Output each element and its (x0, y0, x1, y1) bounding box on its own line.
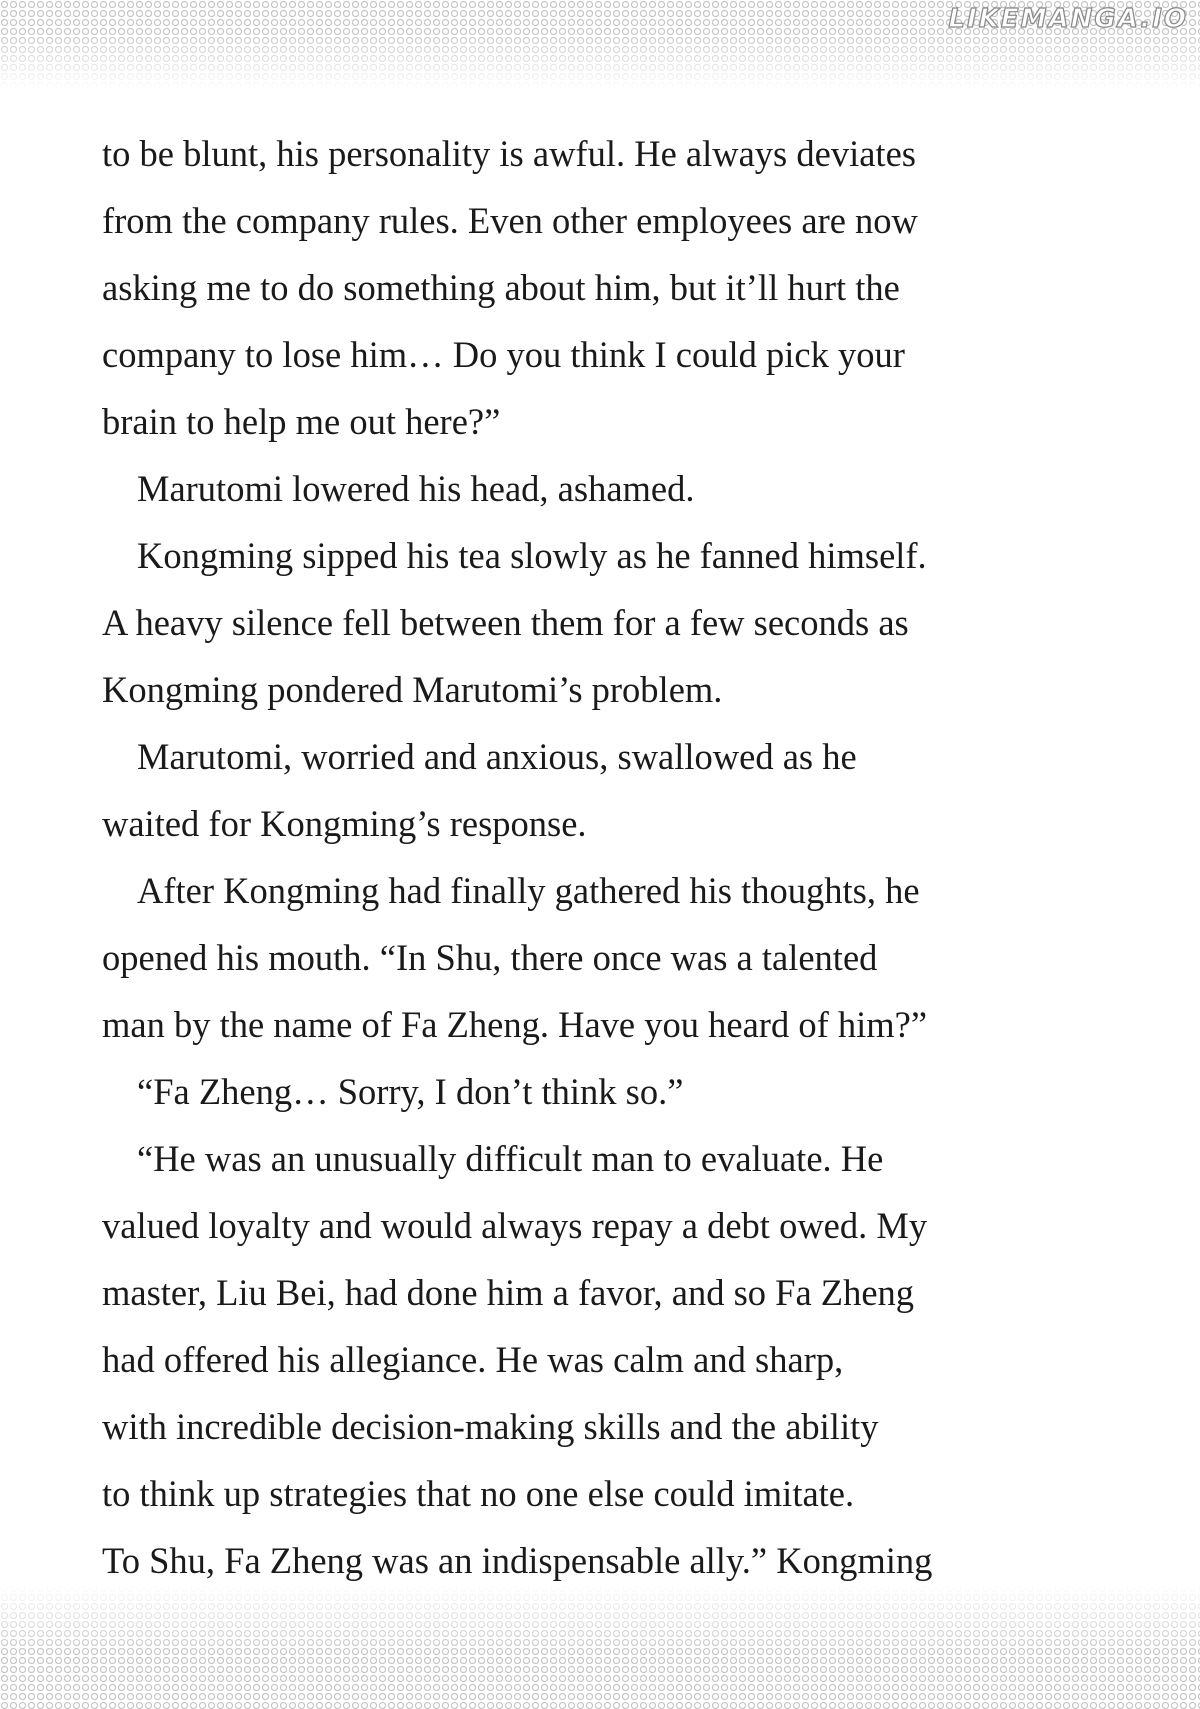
text-line: from the company rules. Even other employees are now (102, 200, 918, 241)
text-line: Kongming sipped his tea slowly as he fanned himself. (137, 535, 927, 576)
bottom-dot-pattern-band (0, 1584, 1200, 1709)
text-line: with incredible decision-making skills and the ability (102, 1406, 879, 1447)
text-line: company to lose him… Do you think I could pick your (102, 334, 905, 375)
text-line: asking me to do something about him, but it’ll hurt the (102, 267, 900, 308)
text-line: To Shu, Fa Zheng was an indispensable ally.” Kongming (102, 1540, 933, 1581)
text-line: master, Liu Bei, had done him a favor, and so Fa Zheng (102, 1272, 915, 1313)
text-line: opened his mouth. “In Shu, there once was a talented (102, 937, 878, 978)
text-line: to be blunt, his personality is awful. He always deviates (102, 133, 916, 174)
text-line: man by the name of Fa Zheng. Have you heard of him?” (102, 1004, 928, 1045)
text-line: “Fa Zheng… Sorry, I don’t think so.” (137, 1071, 684, 1112)
site-watermark: LIKEMANGA.IO (948, 4, 1188, 34)
text-line: brain to help me out here?” (102, 401, 501, 442)
text-line: Marutomi lowered his head, ashamed. (137, 468, 695, 509)
text-line: waited for Kongming’s response. (102, 803, 587, 844)
text-line: Marutomi, worried and anxious, swallowed as he (137, 736, 857, 777)
text-line: to think up strategies that no one else could imitate. (102, 1473, 855, 1514)
text-line: “He was an unusually difficult man to evaluate. He (137, 1138, 884, 1179)
text-line: had offered his allegiance. He was calm and sharp, (102, 1339, 844, 1380)
page-text-block (102, 120, 1102, 1594)
text-line: After Kongming had finally gathered his thoughts, he (137, 870, 920, 911)
text-line: A heavy silence fell between them for a few seconds as (102, 602, 909, 643)
text-line: Kongming pondered Marutomi’s problem. (102, 669, 723, 710)
text-line: valued loyalty and would always repay a debt owed. My (102, 1205, 928, 1246)
